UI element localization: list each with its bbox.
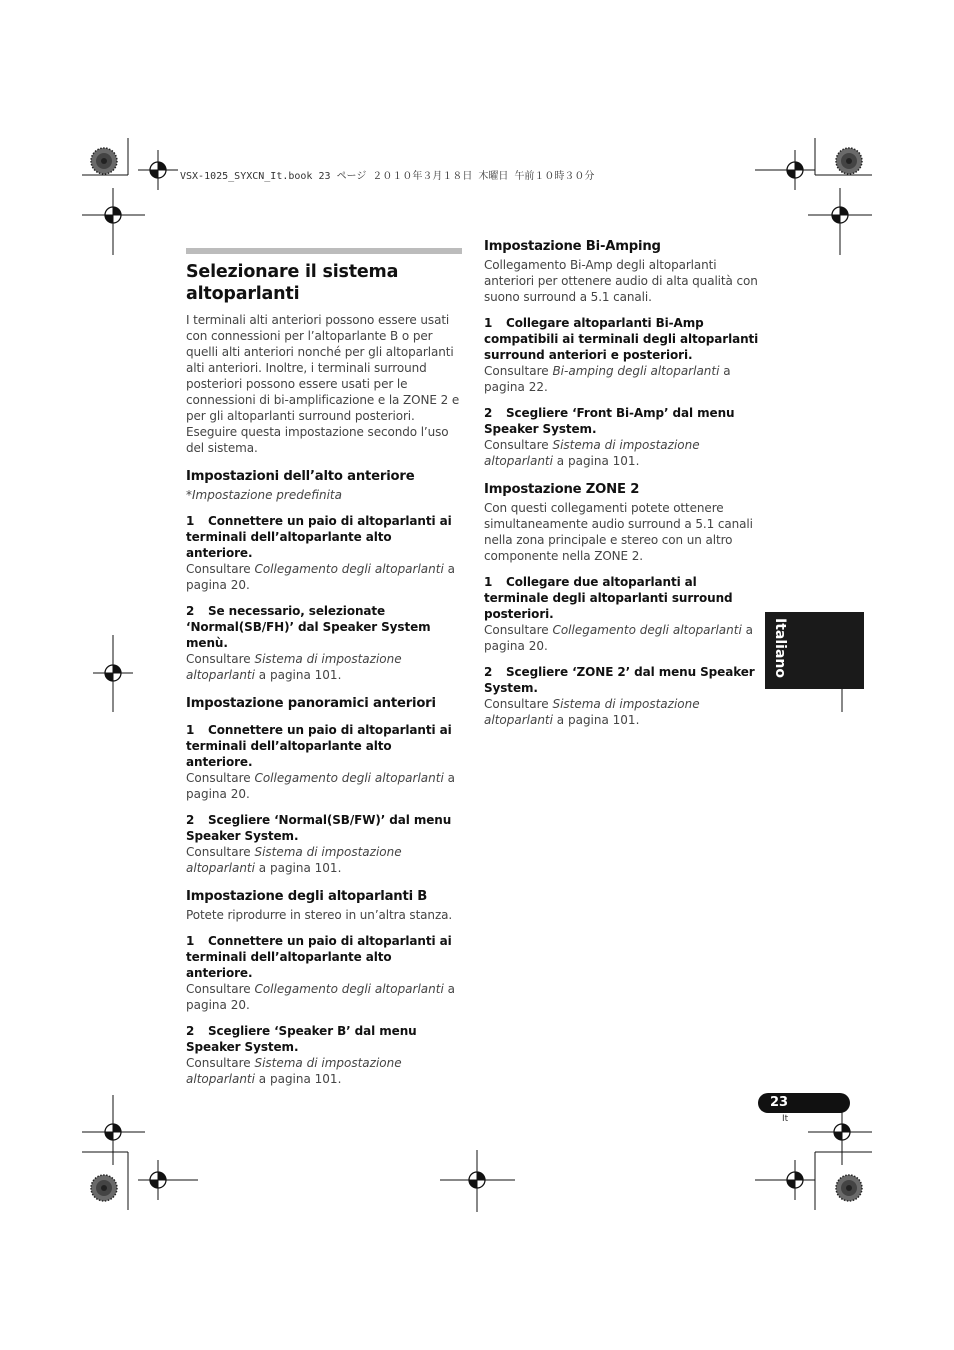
step-number: 2 [484,665,493,679]
step-number: 1 [484,575,493,589]
page-title: Selezionare il sistema altoparlanti [186,262,399,304]
step-title: Scegliere ‘Speaker B’ dal menu Speaker System. [186,1024,417,1054]
ref-prefix: Consultare [484,438,553,452]
step-title: Se necessario, selezionate ‘Normal(SB/FH)’ dal Speaker System menù. [186,604,431,650]
step-number: 2 [186,813,195,827]
step-number: 2 [484,406,493,420]
step-item [484,315,760,395]
language-tab-label: Italiano [772,618,788,678]
step-title: Collegare altoparlanti Bi-Amp compatibili ai terminali degli altoparlanti surround anteriori e posteriori. [484,316,759,362]
ref-suffix: a pagina 20. [186,982,455,1012]
ref-suffix: a pagina 101. [552,454,640,468]
step-title: Connettere un paio di altoparlanti ai terminali dell’altoparlante alto anteriore. [186,723,452,769]
ref-link: Collegamento degli altoparlanti [254,771,444,785]
step-number: 1 [484,316,493,330]
step-title: Collegare due altoparlanti al terminale degli altoparlanti surround posteriori. [484,575,733,621]
ref-link: Sistema di impostazione altoparlanti [484,697,700,727]
ref-prefix: Consultare [484,364,553,378]
step-item [186,933,462,1013]
intro-text: I terminali alti anteriori possono essere usati con connessioni per l’altoparlante B o per quelli alti anteriori nonché per gli altoparlanti alti anteriori. Inoltre, i terminali surround posteriori possono essere usati per le connessioni di bi-amplificazione e la ZONE 2 e per gli altoparlanti surround posteriori. Eseguire questa impostazione secondo l’uso del sistema. [186,313,460,455]
step-title: Connettere un paio di altoparlanti ai terminali dell’altoparlante alto anteriore. [186,514,452,560]
ref-prefix: Consultare [186,771,255,785]
ref-suffix: a pagina 20. [186,562,455,592]
file-header: VSX-1025_SYXCN_It.book 23 ページ ２０１０年３月１８日 木曜日 午前１０時３０分 [180,171,595,182]
default-note: *Impostazione predefinita [186,488,342,502]
section-text: Potete riprodurre in stereo in un’altra stanza. [186,908,453,922]
page-number: 23 [770,1095,789,1110]
step-item [186,1023,462,1087]
step-number: 1 [186,514,195,528]
step-number: 1 [186,723,195,737]
section-zone-2 [484,481,760,728]
ref-link: Sistema di impostazione altoparlanti [186,845,402,875]
ref-suffix: a pagina 101. [254,1072,342,1086]
section-text: Collegamento Bi-Amp degli altoparlanti anteriori per ottenere audio di alta qualità con suono surround a 5.1 canali. [484,258,758,304]
section-heading: Impostazione Bi-Amping [484,239,661,254]
section-speaker-b [186,888,462,1087]
step-title: Scegliere ‘ZONE 2’ dal menu Speaker System. [484,665,755,695]
ref-prefix: Consultare [186,1056,255,1070]
ref-prefix: Consultare [484,623,553,637]
ref-prefix: Consultare [484,697,553,711]
section-front-height [186,468,462,683]
section-heading: Impostazioni dell’alto anteriore [186,469,415,484]
step-item [484,664,760,728]
ref-suffix: a pagina 20. [484,623,753,653]
ref-suffix: a pagina 22. [484,364,731,394]
step-title: Connettere un paio di altoparlanti ai terminali dell’altoparlante alto anteriore. [186,934,452,980]
ref-prefix: Consultare [186,982,255,996]
ref-link: Sistema di impostazione altoparlanti [186,1056,402,1086]
section-front-wide [186,695,462,876]
ref-suffix: a pagina 20. [186,771,455,801]
section-rule [186,248,462,254]
step-item [484,405,760,469]
step-number: 2 [186,604,195,618]
step-item [186,513,462,593]
section-text: Con questi collegamenti potete ottenere simultaneamente audio surround a 5.1 canali nella zona principale e stereo con un altro componente nella ZONE 2. [484,501,753,563]
ref-link: Sistema di impostazione altoparlanti [484,438,700,468]
ref-suffix: a pagina 101. [552,713,640,727]
section-heading: Impostazione degli altoparlanti B [186,889,428,904]
step-number: 1 [186,934,195,948]
ref-link: Collegamento degli altoparlanti [254,982,444,996]
ref-link: Collegamento degli altoparlanti [254,562,444,576]
ref-prefix: Consultare [186,562,255,576]
section-heading: Impostazione panoramici anteriori [186,696,436,711]
ref-link: Bi-amping degli altoparlanti [552,364,720,378]
step-number: 2 [186,1024,195,1038]
section-heading: Impostazione ZONE 2 [484,482,640,497]
page-language-code: It [782,1114,789,1124]
ref-suffix: a pagina 101. [254,861,342,875]
left-column [186,248,462,1087]
step-item [186,722,462,802]
right-column [484,238,760,728]
ref-prefix: Consultare [186,845,255,859]
ref-link: Collegamento degli altoparlanti [552,623,742,637]
ref-prefix: Consultare [186,652,255,666]
step-item [186,812,462,876]
step-title: Scegliere ‘Front Bi-Amp’ dal menu Speaker System. [484,406,735,436]
section-bi-amping [484,238,760,469]
step-item [484,574,760,654]
ref-link: Sistema di impostazione altoparlanti [186,652,402,682]
ref-suffix: a pagina 101. [254,668,342,682]
step-title: Scegliere ‘Normal(SB/FW)’ dal menu Speaker System. [186,813,452,843]
step-item [186,603,462,683]
